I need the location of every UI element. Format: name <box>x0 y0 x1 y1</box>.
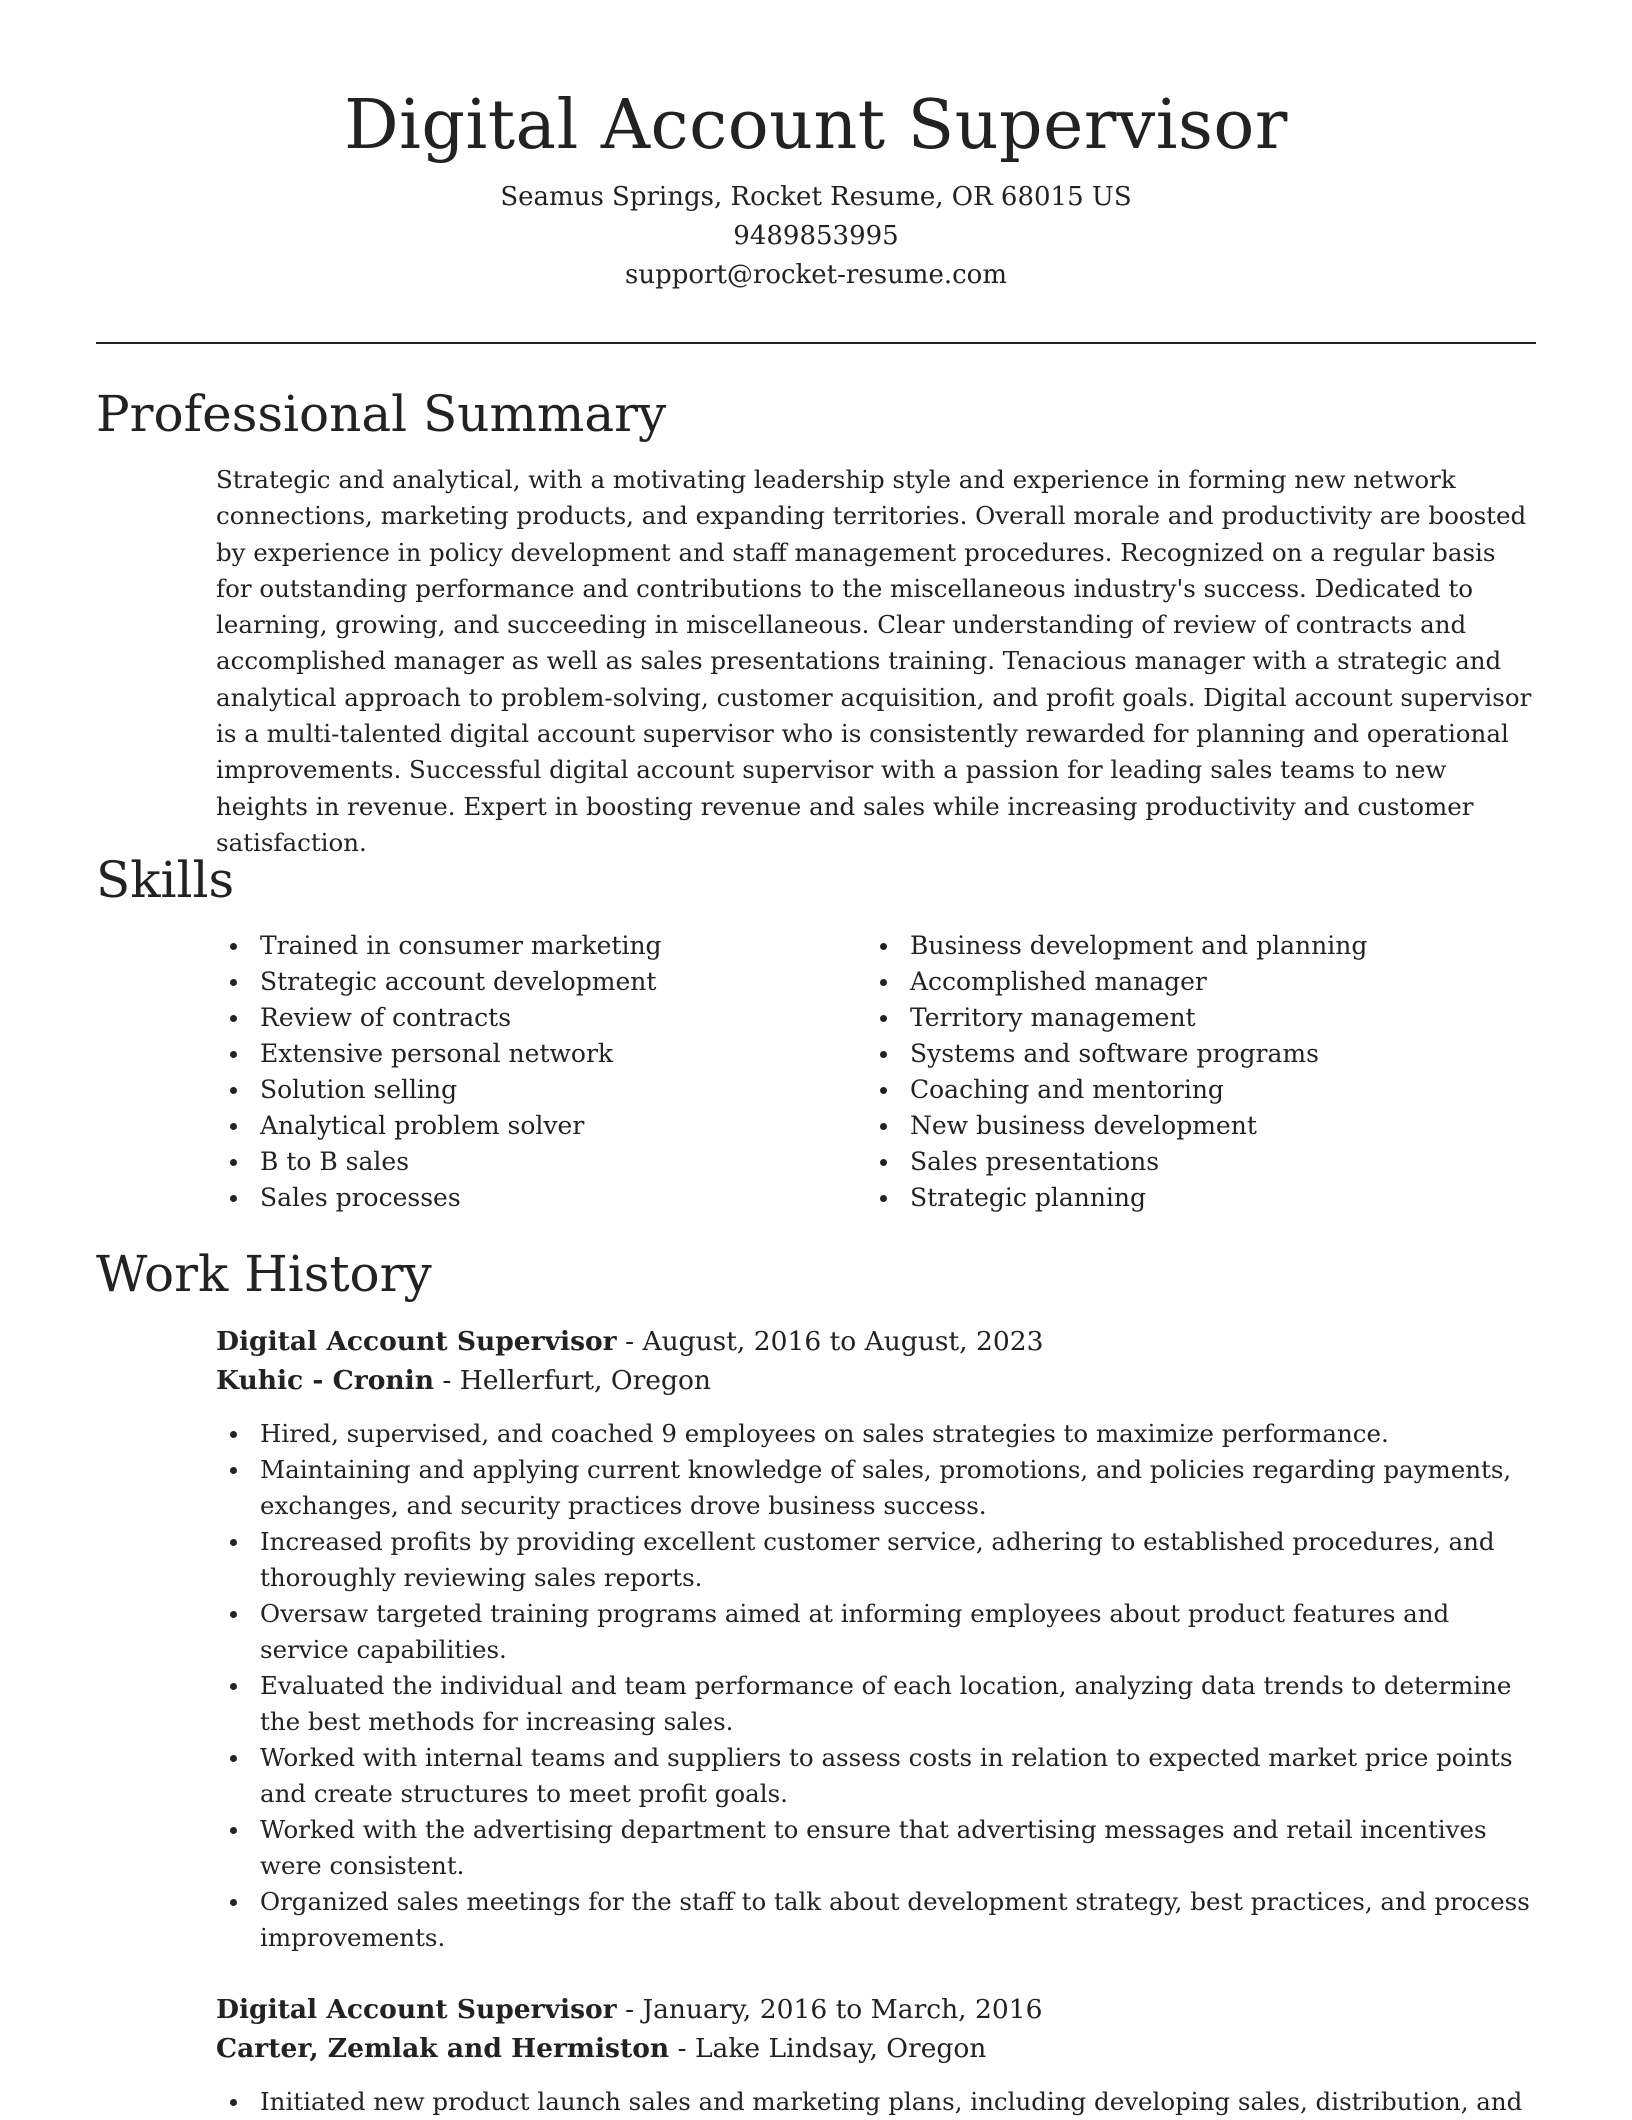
skill-item: Solution selling <box>216 1072 866 1108</box>
header-divider <box>96 342 1536 344</box>
job-location: - Hellerfurt, Oregon <box>433 1365 711 1396</box>
job-entry <box>216 1322 1536 1956</box>
job-company-line <box>216 1361 1536 1400</box>
job-bullet: Hired, supervised, and coached 9 employees on sales strategies to maximize performance. <box>216 1416 1536 1452</box>
skill-item: Accomplished manager <box>866 964 1516 1000</box>
job-bullets <box>216 2084 1536 2120</box>
job-dates: - August, 2016 to August, 2023 <box>616 1326 1044 1357</box>
skills-list-left <box>216 928 866 1216</box>
contact-info <box>0 178 1632 295</box>
skill-item: Review of contracts <box>216 1000 866 1036</box>
skill-item: Extensive personal network <box>216 1036 866 1072</box>
job-bullet: Evaluated the individual and team performance of each location, analyzing data trends to determine the best methods for increasing sales. <box>216 1668 1536 1740</box>
job-bullets <box>216 1416 1536 1956</box>
job-bullet: Increased profits by providing excellent customer service, adhering to established procedures, and thoroughly reviewing sales reports. <box>216 1524 1536 1596</box>
skills-section <box>216 928 1536 1216</box>
job-dates: - January, 2016 to March, 2016 <box>616 1994 1043 2025</box>
summary-text: Strategic and analytical, with a motivating leadership style and experience in forming new network connections, marketing products, and expanding territories. Overall morale and productivity are boosted by experience in policy development and staff management procedures. Recognized on a regular basis for outstanding performance and contributions to the miscellaneous industry's success. Dedicated to learning, growing, and succeeding in miscellaneous. Clear understanding of review of contracts and accomplished manager as well as sales presentations training. Tenacious manager with a strategic and analytical approach to problem-solving, customer acquisition, and profit goals. Digital account supervisor is a multi-talented digital account supervisor who is consistently rewarded for planning and operational improvements. Successful digital account supervisor with a passion for leading sales teams to new heights in revenue. Expert in boosting revenue and sales while increasing productivity and customer satisfaction. <box>216 465 1532 857</box>
section-title-summary: Professional Summary <box>96 385 667 443</box>
job-company-line <box>216 2029 1536 2068</box>
skill-item: Systems and software programs <box>866 1036 1516 1072</box>
skill-item: Territory management <box>866 1000 1516 1036</box>
contact-email: support@rocket-resume.com <box>624 260 1007 290</box>
resume-header <box>0 0 1632 295</box>
job-title-line <box>216 1322 1536 1361</box>
section-title-work-history: Work History <box>96 1245 432 1303</box>
job-bullet: Worked with the advertising department to ensure that advertising messages and retail incentives were consistent. <box>216 1812 1536 1884</box>
job-company: Kuhic - Cronin <box>216 1365 434 1396</box>
contact-phone: 9489853995 <box>733 221 899 251</box>
job-title: Digital Account Supervisor <box>216 1994 617 2025</box>
job-bullet: Worked with internal teams and suppliers to assess costs in relation to expected market price points and create structures to meet profit goals. <box>216 1740 1536 1812</box>
job-location: - Lake Lindsay, Oregon <box>669 2033 987 2064</box>
job-bullet: Initiated new product launch sales and marketing plans, including developing sales, distribution, and <box>216 2084 1536 2120</box>
skill-item: Sales presentations <box>866 1144 1516 1180</box>
skill-item: Coaching and mentoring <box>866 1072 1516 1108</box>
job-bullet: Maintaining and applying current knowledge of sales, promotions, and policies regarding payments, exchanges, and security practices drove business success. <box>216 1452 1536 1524</box>
section-title-skills: Skills <box>96 851 235 909</box>
job-entry <box>216 1990 1536 2120</box>
skill-item: Trained in consumer marketing <box>216 928 866 964</box>
job-company: Carter, Zemlak and Hermiston <box>216 2033 670 2064</box>
skill-item: Analytical problem solver <box>216 1108 866 1144</box>
job-title: Digital Account Supervisor <box>216 1326 617 1357</box>
skill-item: B to B sales <box>216 1144 866 1180</box>
skills-list-right <box>866 928 1516 1216</box>
skill-item: Business development and planning <box>866 928 1516 964</box>
skill-item: New business development <box>866 1108 1516 1144</box>
resume-name: Digital Account Supervisor <box>344 86 1288 165</box>
skill-item: Sales processes <box>216 1180 866 1216</box>
job-bullet: Organized sales meetings for the staff to talk about development strategy, best practices, and process improvements. <box>216 1884 1536 1956</box>
skill-item: Strategic account development <box>216 964 866 1000</box>
contact-address: Seamus Springs, Rocket Resume, OR 68015 US <box>500 182 1132 212</box>
summary-section <box>216 462 1536 861</box>
job-bullet: Oversaw targeted training programs aimed at informing employees about product features and service capabilities. <box>216 1596 1536 1668</box>
job-title-line <box>216 1990 1536 2029</box>
skill-item: Strategic planning <box>866 1180 1516 1216</box>
